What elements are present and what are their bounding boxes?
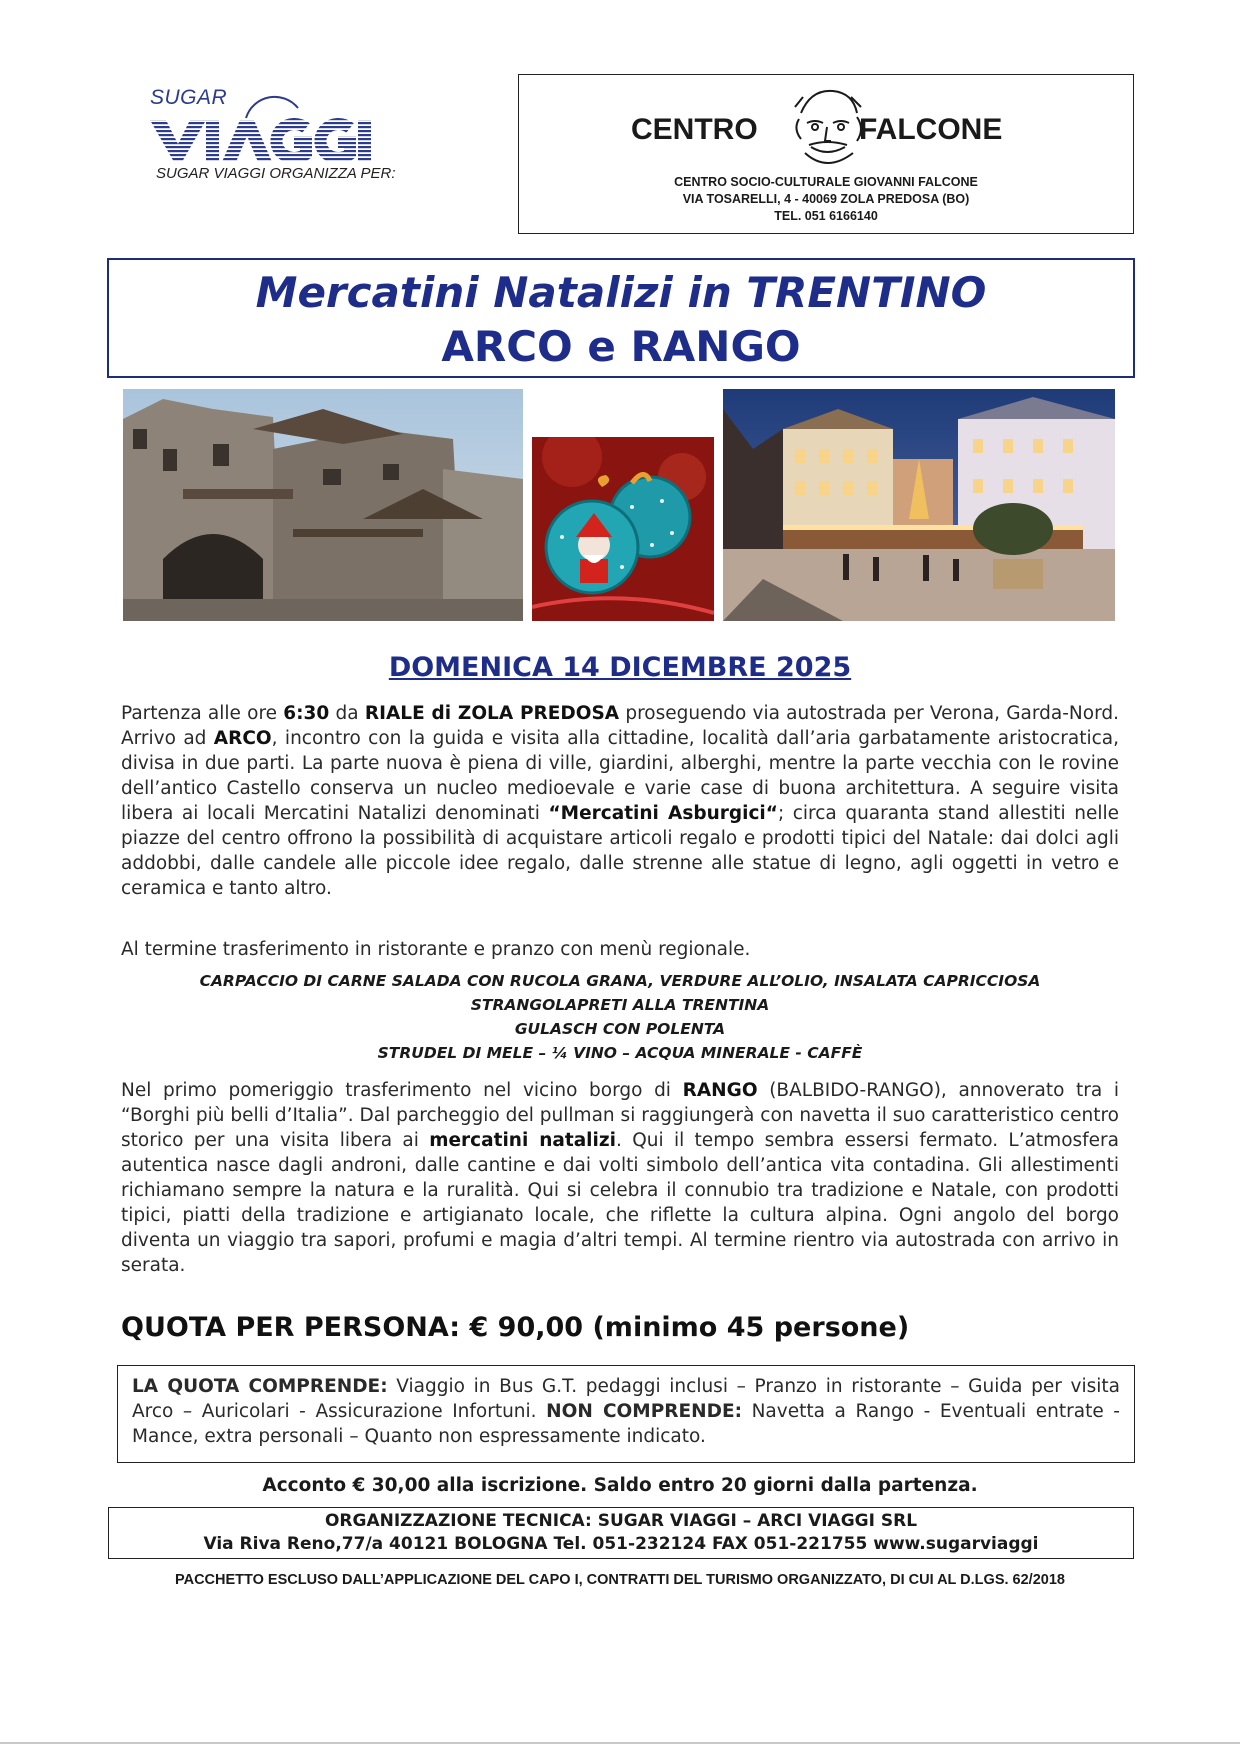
event-date: DOMENICA 14 DICEMBRE 2025 [388,652,852,683]
title-box [107,258,1135,378]
deposit-note: Acconto € 30,00 alla iscrizione. Saldo entro 20 giorni dalla partenza. [262,1475,978,1496]
christmas-baubles-photo [532,437,714,621]
stone-village-photo [123,389,523,621]
intro-paragraph [121,701,1119,901]
logo-tagline: SUGAR VIAGGI ORGANIZZA PER: [156,165,396,182]
intro-text-a: Partenza alle ore [121,703,284,724]
partner-name-left: CENTRO [631,113,758,146]
organizer-line2: Via Riva Reno,77/a 40121 BOLOGNA Tel. 051-232124 FAX 051-221755 www.sugarviaggi [203,1534,1039,1554]
excludes-text: Navetta a Rango - Eventuali entrate - Mance, extra personali – Quanto non espressamente indicato. [132,1401,1120,1447]
departure-place: RIALE di ZOLA PREDOSA [364,703,620,724]
includes-text: Viaggio in Bus G.T. pedaggi inclusi – Pranzo in ristorante – Guida per visita Arco – Auricolari - Assicurazione Infortuni. [132,1376,1120,1422]
menu-item: STRANGOLAPRETI ALLA TRENTINA [470,996,770,1014]
mercatini-highlight: mercatini natalizi [429,1130,616,1151]
partner-address: VIA TOSARELLI, 4 - 40069 ZOLA PREDOSA (BO) [682,192,970,206]
afternoon-paragraph [121,1078,1119,1278]
includes-label: LA QUOTA COMPRENDE: [132,1376,388,1397]
organizer-line1: ORGANIZZAZIONE TECNICA: SUGAR VIAGGI – ARCI VIAGGI SRL [324,1511,918,1531]
market-square-night-photo [723,389,1115,621]
market-name: “Mercatini Asburgici“ [548,803,778,824]
intro-text-e: ; circa quaranta stand allestiti nelle piazze del centro offrono la possibilità di acquistare articoli regalo e prodotti tipici del Natale: dai dolci agli addobbi, dalle candele alle piccole idee regalo, dalle strenne alle statue di legno, agli oggetti in vetro e ceramica e tanto altro. [121,803,1119,899]
organizer-box [108,1507,1134,1559]
lunch-paragraph: Al termine trasferimento in ristorante e pranzo con menù regionale. [121,939,751,960]
partner-name-right: FALCONE [859,113,1003,146]
afternoon-text-b: (BALBIDO-RANGO), annoverato tra i “Borghi più belli d’Italia”. Dal parcheggio del pullman si raggiungerà con navetta il suo caratteristico centro storico per una visita libera ai [121,1080,1120,1151]
price-per-person: QUOTA PER PERSONA: € 90,00 (minimo 45 persone) [121,1312,910,1343]
partner-header-box [518,74,1134,234]
afternoon-text-c: . Qui il tempo sembra essersi fermato. L’atmosfera autentica nasce dagli androni, dalle cantine e dai volti simbolo dell’antica vita contadina. Gli allestimenti richiamano sempre la natura e la ruralità. Qui si celebra il connubio tra tradizione e Natale, con prodotti tipici, piatti della tradizione e artigianato locale, che riflette la cultura alpina. Ogni angolo del borgo diventa un viaggio tra sapori, profumi e magia d’altri tempi. Al termine rientro via autostrada con arrivo in serata. [121,1130,1119,1276]
includes-box [117,1365,1135,1463]
page-title: Mercatini Natalizi in TRENTINO [255,268,987,317]
page-subtitle: ARCO e RANGO [441,322,801,371]
partner-line1: CENTRO SOCIO-CULTURALE GIOVANNI FALCONE [674,175,978,189]
partner-phone: TEL. 051 6166140 [774,209,878,223]
sugar-viaggi-logo [148,82,428,192]
bottom-divider [0,1742,1240,1744]
destination-rango: RANGO [682,1080,758,1101]
logo-brand-top: SUGAR [150,86,228,109]
excludes-label: NON COMPRENDE: [546,1401,743,1422]
departure-time: 6:30 [283,703,330,724]
intro-text-c: proseguendo via autostrada per Verona, Garda-Nord. Arrivo ad [121,703,1119,749]
legal-footnote: PACCHETTO ESCLUSO DALL’APPLICAZIONE DEL CAPO I, CONTRATTI DEL TURISMO ORGANIZZATO, DI CUI AL D.LGS. 62/2018 [175,1572,1065,1588]
intro-text-d: , incontro con la guida e visita alla cittadine, località dall’aria garbatamente aristocratica, divisa in due parti. La parte nuova è piena di ville, giardini, alberghi, mentre la parte vecchia con le rovine dell’antico Castello conserva un nucleo medioevale e varie case di buona architettura. A seguire visita libera ai locali Mercatini Natalizi denominati [121,728,1119,824]
menu-item: STRUDEL DI MELE – ¼ VINO – ACQUA MINERALE - CAFFÈ [377,1044,863,1062]
destination-arco: ARCO [213,728,272,749]
viaggi-logo-icon [148,82,408,162]
menu-item: GULASCH CON POLENTA [514,1020,726,1038]
menu-item: CARPACCIO DI CARNE SALADA CON RUCOLA GRANA, VERDURE ALL’OLIO, INSALATA CAPRICCIOSA [199,972,1041,990]
afternoon-text-a: Nel primo pomeriggio trasferimento nel vicino borgo di [121,1080,683,1101]
intro-text-b: da [329,703,365,724]
